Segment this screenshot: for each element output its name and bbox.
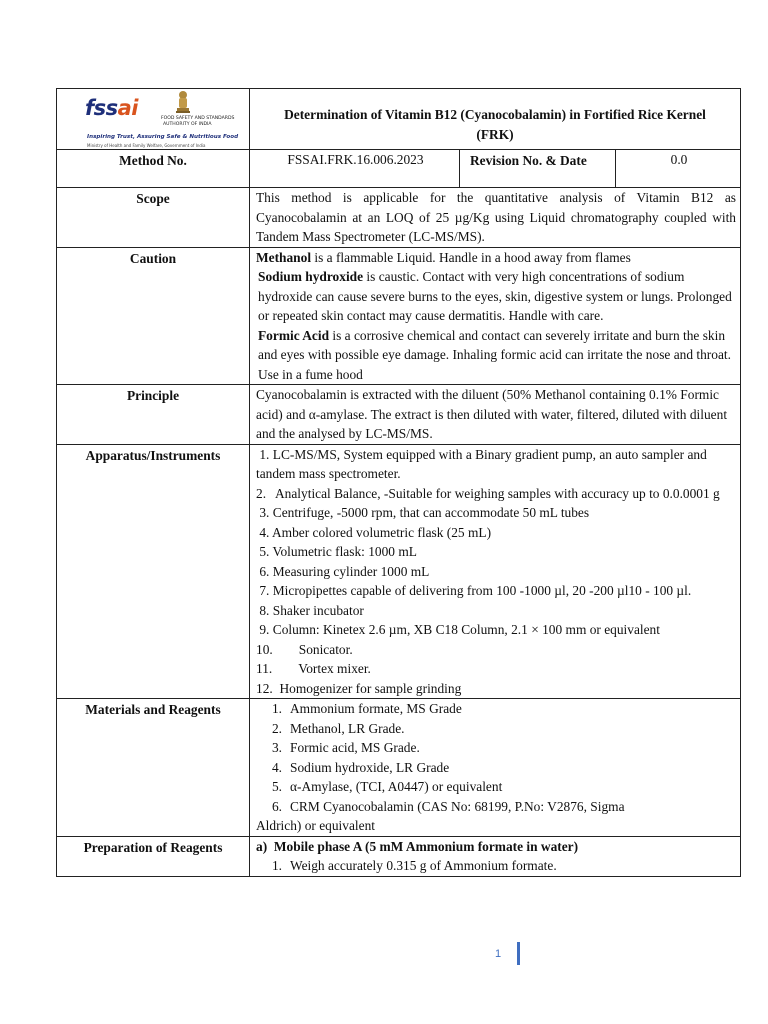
document-title: Determination of Vitamin B12 (Cyanocobalamin) in Fortified Rice Kernel (FRK): [250, 89, 741, 150]
caution-label: Caution: [57, 247, 250, 385]
caution-row: [57, 247, 741, 385]
list-item: 1. LC-MS/MS, System equipped with a Binary gradient pump, an auto sampler and tandem mass spectrometer.: [256, 446, 707, 481]
list-item: 3. Centrifuge, -5000 rpm, that can accommodate 50 mL tubes: [259, 505, 590, 520]
logo-org-name: FOOD SAFETY AND STANDARDS AUTHORITY OF INDIA: [161, 116, 235, 127]
caution-text: [250, 247, 741, 385]
method-number: FSSAI.FRK.16.006.2023: [250, 150, 460, 188]
caution-sodium-hydroxide: Sodium hydroxide is caustic. Contact with very high concentrations of sodium hydroxide can cause severe burns to the eyes, skin, digestive system or lungs. Prolonged or repeated skin contact may cause dermatitis. Handle with care.: [258, 269, 732, 323]
materials-row: [57, 699, 741, 837]
list-item: 3. Formic acid, MS Grade.: [271, 740, 420, 755]
caution-formic-acid: Formic Acid is a corrosive chemical and contact can severely irritate and burn the skin and eyes with possible eye damage. Inhaling formic acid can irritate the nose and throat. Use in a fume hood: [258, 327, 731, 382]
logo-wordmark: fssai: [85, 96, 139, 120]
list-item: 4. Amber colored volumetric flask (25 mL): [259, 524, 492, 540]
list-item: 12. Homogenizer for sample grinding: [256, 680, 462, 696]
list-item: 6. Measuring cylinder 1000 mL: [259, 563, 430, 579]
list-item: 1. Ammonium formate, MS Grade: [271, 701, 462, 716]
logo-ministry: Ministry of Health and Family Welfare, Government of India: [87, 143, 206, 148]
list-item: 2. Analytical Balance, -Suitable for weighing samples with accuracy up to 0.0.0001 g: [256, 485, 720, 501]
list-item: 11. Vortex mixer.: [256, 661, 371, 676]
apparatus-list: [250, 444, 741, 699]
list-item: 5. α-Amylase, (TCI, A0447) or equivalent: [271, 779, 503, 794]
list-item: 2. Methanol, LR Grade.: [271, 720, 405, 736]
list-item: 1. Weigh accurately 0.315 g of Ammonium formate.: [271, 858, 557, 873]
apparatus-label: Apparatus/Instruments: [57, 444, 250, 699]
reagents-content: [250, 836, 741, 876]
revision-label: Revision No. & Date: [460, 150, 616, 188]
method-label: Method No.: [57, 150, 250, 188]
reagent-subsection-title: a) Mobile phase A (5 mM Ammonium formate in water): [256, 838, 579, 854]
list-item: 4. Sodium hydroxide, LR Grade: [271, 759, 450, 775]
scope-text: This method is applicable for the quantitative analysis of Vitamin B12 as Cyanocobalamin at an LOQ of 25 µg/Kg using Liquid chromatography coupled with Tandem Mass Spectrometer (LC-MS/MS).: [250, 188, 741, 248]
header-row: [57, 89, 741, 150]
materials-list: [250, 699, 741, 837]
page-number: 1: [495, 948, 502, 960]
list-item: 10. Sonicator.: [256, 641, 353, 657]
list-item-continuation: Aldrich) or equivalent: [256, 818, 375, 833]
scope-row: [57, 188, 741, 248]
revision-value: 0.0: [616, 150, 741, 188]
list-item: 5. Volumetric flask: 1000 mL: [259, 544, 417, 559]
principle-label: Principle: [57, 385, 250, 445]
logo-tagline: Inspiring Trust, Assuring Safe & Nutritious Food: [87, 134, 239, 140]
scope-label: Scope: [57, 188, 250, 248]
list-item: 9. Column: Kinetex 2.6 µm, XB C18 Column, 2.1 × 100 mm or equivalent: [259, 622, 660, 637]
apparatus-row: [57, 444, 741, 699]
logo-cell: [57, 89, 250, 150]
fssai-logo: [57, 89, 249, 149]
method-table: [56, 88, 741, 877]
caution-methanol: Methanol is a flammable Liquid. Handle in a hood away from flames: [256, 249, 631, 265]
principle-text: Cyanocobalamin is extracted with the diluent (50% Methanol containing 0.1% Formic acid) and α-amylase. The extract is then diluted with water, filtered, diluted with diluent and the analysed by LC-MS/MS.: [250, 385, 741, 445]
list-item: 8. Shaker incubator: [259, 602, 364, 618]
national-emblem-icon: [175, 90, 191, 114]
list-item: 6. CRM Cyanocobalamin (CAS No: 68199, P.No: V2876, Sigma: [271, 798, 625, 814]
page-number-bar: [517, 942, 520, 965]
reagents-label: Preparation of Reagents: [57, 836, 250, 876]
list-item: 7. Micropipettes capable of delivering from 100 -1000 µl, 20 -200 µl10 - 100 µl.: [259, 583, 692, 598]
principle-row: [57, 385, 741, 445]
materials-label: Materials and Reagents: [57, 699, 250, 837]
reagents-row: [57, 836, 741, 876]
